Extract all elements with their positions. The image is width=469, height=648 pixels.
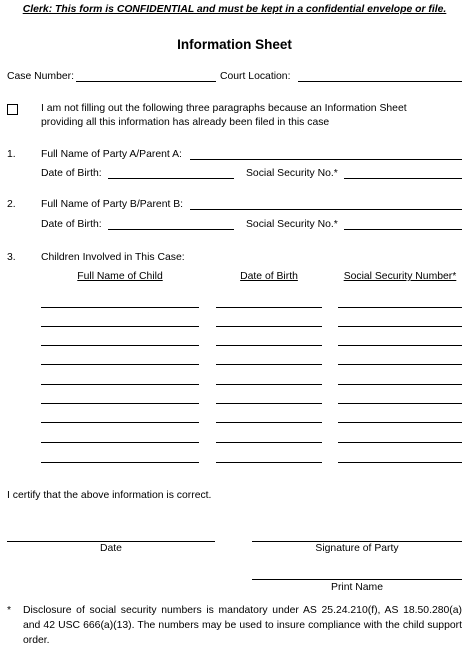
section1-number: 1. <box>7 149 16 160</box>
child-dob-field[interactable] <box>216 462 322 463</box>
child-name-field[interactable] <box>41 403 199 404</box>
child-ssn-field[interactable] <box>338 345 462 346</box>
child-dob-field[interactable] <box>216 442 322 443</box>
child-ssn-field[interactable] <box>338 462 462 463</box>
print-name-label: Print Name <box>331 582 383 593</box>
info-sheet-filed-checkbox[interactable] <box>7 104 18 115</box>
checkbox-text-line1: I am not filling out the following three paragraphs because an Information Sheet <box>41 103 407 114</box>
party-b-name-label: Full Name of Party B/Parent B: <box>41 199 184 210</box>
child-ssn-field[interactable] <box>338 403 462 404</box>
col-header-dob: Date of Birth <box>240 271 298 282</box>
child-ssn-field[interactable] <box>338 384 462 385</box>
party-a-dob-field[interactable] <box>108 178 234 179</box>
signature-label: Signature of Party <box>315 543 399 554</box>
page-title: Information Sheet <box>177 37 292 52</box>
child-name-field[interactable] <box>41 422 199 423</box>
party-a-ssn-label: Social Security No.* <box>246 168 338 179</box>
child-dob-field[interactable] <box>216 384 322 385</box>
confidential-notice: Clerk: This form is CONFIDENTIAL and must be kept in a confidential envelope or file. <box>22 4 447 15</box>
child-name-field[interactable] <box>41 345 199 346</box>
print-name-field[interactable] <box>252 579 462 580</box>
child-name-field[interactable] <box>41 462 199 463</box>
party-b-dob-field[interactable] <box>108 229 234 230</box>
child-ssn-field[interactable] <box>338 364 462 365</box>
case-number-label: Case Number: <box>7 71 74 82</box>
child-ssn-field[interactable] <box>338 307 462 308</box>
child-dob-field[interactable] <box>216 345 322 346</box>
party-a-name-field[interactable] <box>190 159 462 160</box>
party-b-ssn-field[interactable] <box>344 229 462 230</box>
date-field[interactable] <box>7 541 215 542</box>
signature-field[interactable] <box>252 541 462 542</box>
party-b-ssn-label: Social Security No.* <box>246 219 338 230</box>
child-dob-field[interactable] <box>216 403 322 404</box>
case-number-field[interactable] <box>76 81 216 82</box>
col-header-ssn: Social Security Number* <box>343 271 457 282</box>
section3-number: 3. <box>7 252 16 263</box>
child-ssn-field[interactable] <box>338 442 462 443</box>
party-b-name-field[interactable] <box>190 209 462 210</box>
date-label: Date <box>100 543 122 554</box>
certify-text: I certify that the above information is correct. <box>7 490 212 501</box>
child-dob-field[interactable] <box>216 326 322 327</box>
court-location-label: Court Location: <box>220 71 291 82</box>
children-label: Children Involved in This Case: <box>41 252 185 263</box>
child-dob-field[interactable] <box>216 364 322 365</box>
child-dob-field[interactable] <box>216 307 322 308</box>
child-ssn-field[interactable] <box>338 326 462 327</box>
child-name-field[interactable] <box>41 384 199 385</box>
footnote-text: Disclosure of social security numbers is mandatory under AS 25.24.210(f), AS 18.50.280(a) and 42 USC 666(a)(13). The numbers may be used to insure compliance with the child support order. <box>23 605 462 646</box>
child-name-field[interactable] <box>41 442 199 443</box>
col-header-child-name: Full Name of Child <box>77 271 163 282</box>
party-a-dob-label: Date of Birth: <box>41 168 102 179</box>
party-a-name-label: Full Name of Party A/Parent A: <box>41 149 182 160</box>
party-b-dob-label: Date of Birth: <box>41 219 102 230</box>
child-ssn-field[interactable] <box>338 422 462 423</box>
child-name-field[interactable] <box>41 326 199 327</box>
party-a-ssn-field[interactable] <box>344 178 462 179</box>
footnote-mark: * <box>7 605 12 616</box>
checkbox-text-line2: providing all this information has already been filed in this case <box>41 117 330 128</box>
child-name-field[interactable] <box>41 307 199 308</box>
child-dob-field[interactable] <box>216 422 322 423</box>
section2-number: 2. <box>7 199 16 210</box>
child-name-field[interactable] <box>41 364 199 365</box>
court-location-field[interactable] <box>298 81 462 82</box>
